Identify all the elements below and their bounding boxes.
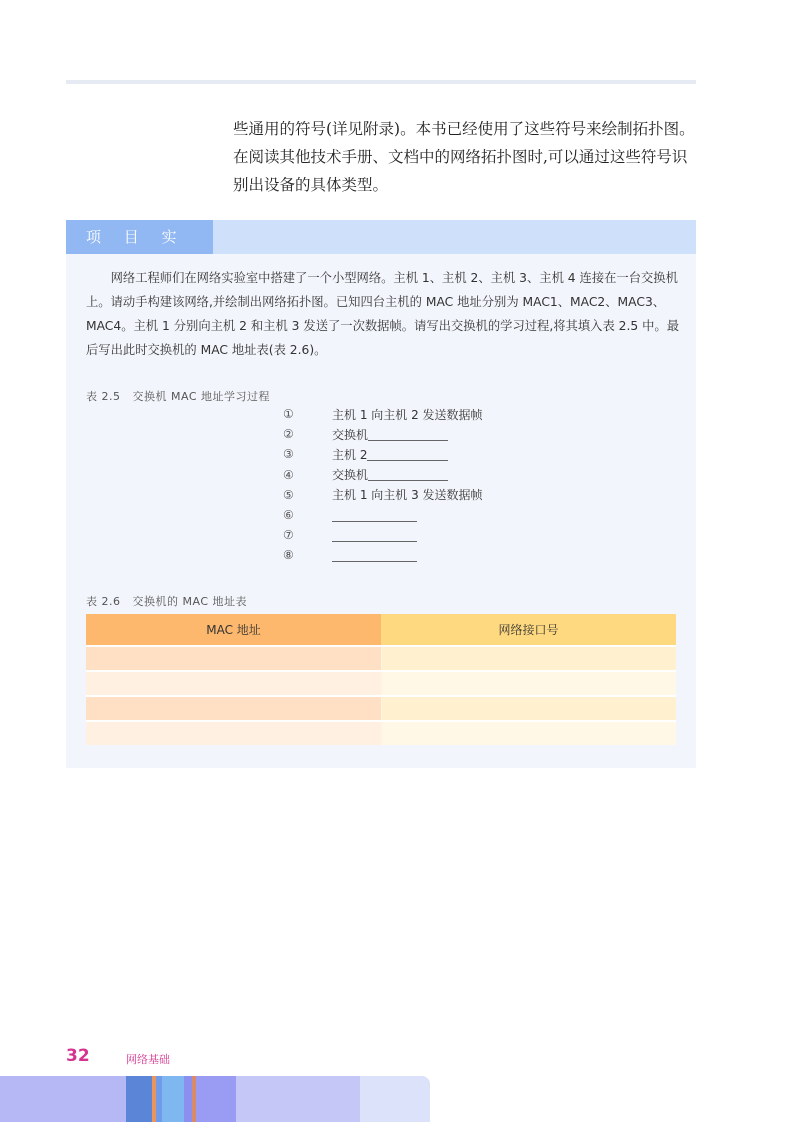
intro-line: 别出设备的具体类型。 xyxy=(233,176,389,194)
fill-in-blank[interactable] xyxy=(332,549,417,562)
step-number: ④ xyxy=(283,467,294,482)
step-number: ⑤ xyxy=(283,487,294,502)
port-cell[interactable] xyxy=(381,696,676,721)
footer-color-band xyxy=(0,1076,430,1122)
column-header-mac: MAC 地址 xyxy=(86,614,381,646)
footer-stripe xyxy=(360,1076,430,1122)
step-row xyxy=(283,424,483,444)
intro-line: 些通用的符号(详见附录)。本书已经使用了这些符号来绘制拓扑图。 xyxy=(233,120,695,138)
table-row xyxy=(86,671,676,696)
mac-address-table xyxy=(86,614,676,745)
step-number: ⑧ xyxy=(283,548,294,563)
mac-cell[interactable] xyxy=(86,671,381,696)
step-number: ② xyxy=(283,427,294,442)
book-title: 网络基础 xyxy=(126,1053,170,1066)
column-header-port: 网络接口号 xyxy=(381,614,676,646)
port-cell[interactable] xyxy=(381,721,676,745)
footer-stripe xyxy=(236,1076,360,1122)
step-text: 主机 1 向主机 3 发送数据帧 xyxy=(332,488,483,503)
step-number: ① xyxy=(283,407,294,422)
caption-title: 交换机的 MAC 地址表 xyxy=(132,595,247,608)
step-number: ⑦ xyxy=(283,528,294,543)
step-row xyxy=(283,505,483,525)
fill-in-blank[interactable] xyxy=(332,509,417,522)
intro-text xyxy=(233,115,703,199)
table-2-6-caption xyxy=(86,593,247,609)
step-row xyxy=(283,444,483,464)
step-row xyxy=(283,525,483,545)
caption-number: 表 2.6 xyxy=(86,595,121,608)
fill-in-blank[interactable] xyxy=(332,529,417,542)
step-number: ⑥ xyxy=(283,508,294,523)
footer-stripe xyxy=(184,1076,192,1122)
footer-stripe xyxy=(196,1076,236,1122)
table-row xyxy=(86,721,676,745)
page-number: 32 xyxy=(66,1046,90,1066)
task-paragraph: 网络工程师们在网络实验室中搭建了一个小型网络。主机 1、主机 2、主机 3、主机 4 连接在一台交换机上。请动手构建该网络,并绘制出网络拓扑图。已知四台主机的 MAC 地址分别为 MAC1、MAC2、MAC3、MAC4。主机 1 分别向主机 2 和主机 3 发送了一次数据帧。请写出交换机的学习过程,将其填入表 2.5 中。最后写出此时交换机的 MAC 地址表(表 2.6)。 xyxy=(86,271,680,357)
footer-stripe xyxy=(126,1076,152,1122)
port-cell[interactable] xyxy=(381,646,676,671)
step-number: ③ xyxy=(283,447,294,462)
footer-stripe xyxy=(0,1076,126,1122)
learning-steps-list xyxy=(283,404,483,566)
step-row xyxy=(283,485,483,505)
fill-in-blank[interactable] xyxy=(367,448,448,461)
caption-title: 交换机 MAC 地址学习过程 xyxy=(132,390,270,403)
caption-number: 表 2.5 xyxy=(86,390,121,403)
mac-cell[interactable] xyxy=(86,696,381,721)
port-cell[interactable] xyxy=(381,671,676,696)
step-row xyxy=(283,404,483,424)
step-text: 主机 1 向主机 2 发送数据帧 xyxy=(332,407,483,422)
step-text: 交换机 xyxy=(332,468,369,483)
step-row xyxy=(283,465,483,485)
header-rule xyxy=(66,80,696,84)
section-body xyxy=(86,266,680,362)
table-row xyxy=(86,696,676,721)
step-row xyxy=(283,545,483,565)
fill-in-blank[interactable] xyxy=(368,468,448,481)
table-header-row xyxy=(86,614,676,646)
step-text: 主机 2 xyxy=(332,447,368,462)
mac-cell[interactable] xyxy=(86,721,381,745)
fill-in-blank[interactable] xyxy=(368,428,448,441)
table-2-5-caption xyxy=(86,388,270,404)
section-title: 项 目 实 xyxy=(66,220,213,254)
table-row xyxy=(86,646,676,671)
intro-line: 在阅读其他技术手册、文档中的网络拓扑图时,可以通过这些符号识 xyxy=(233,148,688,166)
footer-stripe xyxy=(162,1076,184,1122)
step-text: 交换机 xyxy=(332,427,369,442)
mac-cell[interactable] xyxy=(86,646,381,671)
